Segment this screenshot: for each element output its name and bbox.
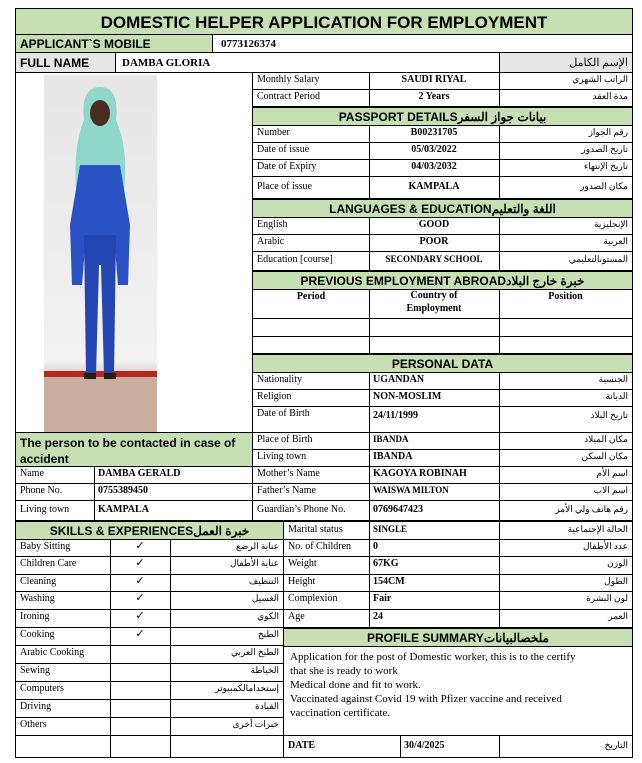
contact-town-label: Living town	[15, 500, 95, 521]
contact-name-value: DAMBA GERALD	[94, 466, 253, 484]
mother-value: KAGOYA ROBINAH	[369, 466, 500, 484]
skill-arabic: عناية الرضع	[170, 539, 284, 557]
dob-label: Date of Birth	[252, 406, 370, 433]
passport-number-label: Number	[252, 125, 370, 143]
nationality-label: Nationality	[252, 372, 370, 390]
guardian-phone-arabic: رقم هاتف ولي الأمر	[499, 500, 633, 521]
skill-check-icon	[110, 699, 171, 718]
contact-phone-value: 0755389450	[94, 483, 253, 501]
father-value: WAISWA MILTON	[369, 483, 500, 501]
living-town-arabic: مكان السكن	[499, 449, 633, 467]
father-arabic: اسم الاب	[499, 483, 633, 501]
previous-col-country: Country of Employment	[369, 289, 500, 319]
previous-heading	[252, 271, 633, 290]
skills-heading-text: SKILLS & EXPERIENCES	[49, 524, 194, 538]
living-town-label: Living town	[252, 449, 370, 467]
complexion-label: Complexion	[283, 591, 370, 610]
skill-arabic: خبرات أخرى	[170, 717, 284, 736]
skill-arabic: الغسيل	[170, 591, 284, 610]
skill-arabic: الخياطة	[170, 663, 284, 682]
form-title: DOMESTIC HELPER APPLICATION FOR EMPLOYMENT	[15, 8, 633, 35]
profile-summary-text	[283, 646, 633, 736]
skill-arabic: الطبخ	[170, 627, 284, 646]
contact-phone-label: Phone No.	[15, 483, 95, 501]
contact-town-value: KAMPALA	[94, 500, 253, 521]
marital-arabic: الحالة الإجتماعية	[499, 521, 633, 540]
passport-issue-arabic: تاريخ الصدور	[499, 142, 633, 160]
skills-heading-arabic: خبرة العمل	[193, 524, 250, 538]
profile-line: Medical done and fit to work.	[290, 679, 421, 691]
salary-label: Monthly Salary	[252, 72, 370, 90]
personal-heading: PERSONAL DATA	[252, 354, 633, 373]
skill-empty	[170, 735, 284, 758]
religion-arabic: الديانة	[499, 389, 633, 407]
skill-label: Baby Sitting	[15, 539, 111, 557]
skill-label: Children Care	[15, 556, 111, 575]
passport-expiry-arabic: تاريخ الإنتهاء	[499, 159, 633, 177]
applicant-photo	[44, 75, 157, 432]
languages-heading	[252, 199, 633, 218]
previous-row-empty	[499, 336, 633, 354]
passport-issue-value: 05/03/2022	[369, 142, 500, 160]
contract-label: Contract Period	[252, 89, 370, 107]
passport-number-value: B00231705	[369, 125, 500, 143]
previous-row-empty	[252, 318, 370, 337]
passport-expiry-label: Date of Expiry	[252, 159, 370, 177]
children-arabic: عدد الأطفال	[499, 539, 633, 557]
profile-line: Application for the post of Domestic worker, this is to the certify	[290, 651, 576, 663]
skill-check-icon	[110, 645, 171, 664]
languages-heading-text: LANGUAGES & EDUCATION	[329, 202, 492, 216]
passport-number-arabic: رقم الجواز	[499, 125, 633, 143]
skills-heading	[15, 521, 284, 540]
marital-label: Marital status	[283, 521, 370, 540]
skill-label: Cooking	[15, 627, 111, 646]
nationality-arabic: الجنسية	[499, 372, 633, 390]
profile-heading	[283, 628, 633, 647]
age-label: Age	[283, 609, 370, 628]
previous-heading-arabic: خبرة خارج البلاد	[506, 274, 585, 288]
skill-check-icon	[110, 717, 171, 736]
previous-row-empty	[252, 336, 370, 354]
mother-arabic: اسم الأم	[499, 466, 633, 484]
profile-line: vaccination certificate.	[290, 707, 391, 719]
children-label: No. of Children	[283, 539, 370, 557]
lang-arabic-label: Arabic	[252, 234, 370, 252]
pob-label: Place of Birth	[252, 432, 370, 450]
profile-heading-arabic: ملخصالبيانات	[483, 631, 549, 645]
complexion-value: Fair	[369, 591, 500, 610]
living-town-value: IBANDA	[369, 449, 500, 467]
skill-arabic: الكوي	[170, 609, 284, 628]
dob-arabic: تاريخ البلاد	[499, 406, 633, 433]
skill-arabic: عناية الأطفال	[170, 556, 284, 575]
skill-check-icon: ✓	[110, 574, 171, 592]
weight-arabic: الوزن	[499, 556, 633, 575]
father-label: Father’s Name	[252, 483, 370, 501]
passport-place-label: Place of issue	[252, 176, 370, 199]
skill-arabic: القيادة	[170, 699, 284, 718]
skill-label: Ironing	[15, 609, 111, 628]
education-arabic: المستوىالتعليمي	[499, 251, 633, 271]
profile-line: Vaccinated against Covid 19 with Pfizer vaccine and received	[290, 693, 562, 705]
previous-col-position: Position	[499, 289, 633, 319]
passport-place-arabic: مكان الصدور	[499, 176, 633, 199]
skill-label: Arabic Cooking	[15, 645, 111, 664]
skill-check-icon: ✓	[110, 556, 171, 575]
previous-row-empty	[499, 318, 633, 337]
fullname-label: FULL NAME	[15, 52, 116, 73]
religion-label: Religion	[252, 389, 370, 407]
salary-arabic: الراتب الشهري	[499, 72, 633, 90]
lang-english-value: GOOD	[369, 217, 500, 235]
languages-heading-arabic: اللغة والتعليم	[491, 202, 556, 216]
skill-check-icon: ✓	[110, 539, 171, 557]
complexion-arabic: لون البشرة	[499, 591, 633, 610]
mobile-value: 0773126374	[212, 34, 633, 53]
pob-arabic: مكان الميلاد	[499, 432, 633, 450]
age-value: 24	[369, 609, 500, 628]
previous-heading-text: PREVIOUS EMPLOYMENT ABROAD	[300, 274, 507, 288]
mobile-label: APPLICANT`S MOBILE	[15, 34, 213, 53]
previous-row-empty	[369, 318, 500, 337]
skill-check-icon	[110, 681, 171, 700]
contact-name-label: Name	[15, 466, 95, 484]
height-arabic: الطول	[499, 574, 633, 592]
skill-label: Sewing	[15, 663, 111, 682]
passport-heading-arabic: بيانات جواز السفر	[457, 110, 547, 124]
guardian-phone-label: Guardian’s Phone No.	[252, 500, 370, 521]
skill-label: Driving	[15, 699, 111, 718]
skill-label: Washing	[15, 591, 111, 610]
lang-english-label: English	[252, 217, 370, 235]
contract-arabic: مدة العقد	[499, 89, 633, 107]
skill-label: Computers	[15, 681, 111, 700]
fullname-value: DAMBA GLORIA	[115, 52, 500, 73]
lang-arabic-arabic: العربية	[499, 234, 633, 252]
guardian-phone-value: 0769647423	[369, 500, 500, 521]
weight-value: 67KG	[369, 556, 500, 575]
skill-label: Others	[15, 717, 111, 736]
skill-empty	[15, 735, 111, 758]
education-label: Education [course]	[252, 251, 370, 271]
date-value: 30/4/2025	[400, 735, 500, 758]
lang-arabic-value: POOR	[369, 234, 500, 252]
children-value: 0	[369, 539, 500, 557]
previous-row-empty	[369, 336, 500, 354]
skill-arabic: التنظيف	[170, 574, 284, 592]
nationality-value: UGANDAN	[369, 372, 500, 390]
previous-col-period: Period	[252, 289, 370, 319]
mother-label: Mother’s Name	[252, 466, 370, 484]
contract-value: 2 Years	[369, 89, 500, 107]
pob-value: IBANDA	[369, 432, 500, 450]
skill-arabic: إستخدامالكمبيوتر	[170, 681, 284, 700]
age-arabic: العمر	[499, 609, 633, 628]
marital-value: SINGLE	[369, 521, 500, 540]
passport-heading	[252, 107, 633, 126]
skill-check-icon	[110, 663, 171, 682]
profile-line: that she is ready to work	[290, 665, 398, 677]
skill-arabic: الطبخ العربي	[170, 645, 284, 664]
skill-label: Cleaning	[15, 574, 111, 592]
dob-value: 24/11/1999	[369, 406, 500, 433]
passport-heading-text: PASSPORT DETAILS	[338, 110, 458, 124]
height-value: 154CM	[369, 574, 500, 592]
skill-empty	[110, 735, 171, 758]
passport-expiry-value: 04/03/2032	[369, 159, 500, 177]
height-label: Height	[283, 574, 370, 592]
passport-issue-label: Date of issue	[252, 142, 370, 160]
lang-english-arabic: الإنجليزية	[499, 217, 633, 235]
profile-heading-text: PROFILE SUMMARY	[367, 631, 484, 645]
skill-check-icon: ✓	[110, 609, 171, 628]
skill-check-icon: ✓	[110, 591, 171, 610]
contact-heading: The person to be contacted in case of accident	[15, 432, 253, 467]
fullname-arabic: الإسم الكامل	[499, 52, 633, 73]
passport-place-value: KAMPALA	[369, 176, 500, 199]
salary-value: SAUDI RIYAL	[369, 72, 500, 90]
weight-label: Weight	[283, 556, 370, 575]
education-value: SECONDARY SCHOOL	[369, 251, 500, 271]
religion-value: NON-MOSLIM	[369, 389, 500, 407]
date-label: DATE	[283, 735, 401, 758]
skill-check-icon: ✓	[110, 627, 171, 646]
date-arabic: التاريخ	[499, 735, 633, 758]
